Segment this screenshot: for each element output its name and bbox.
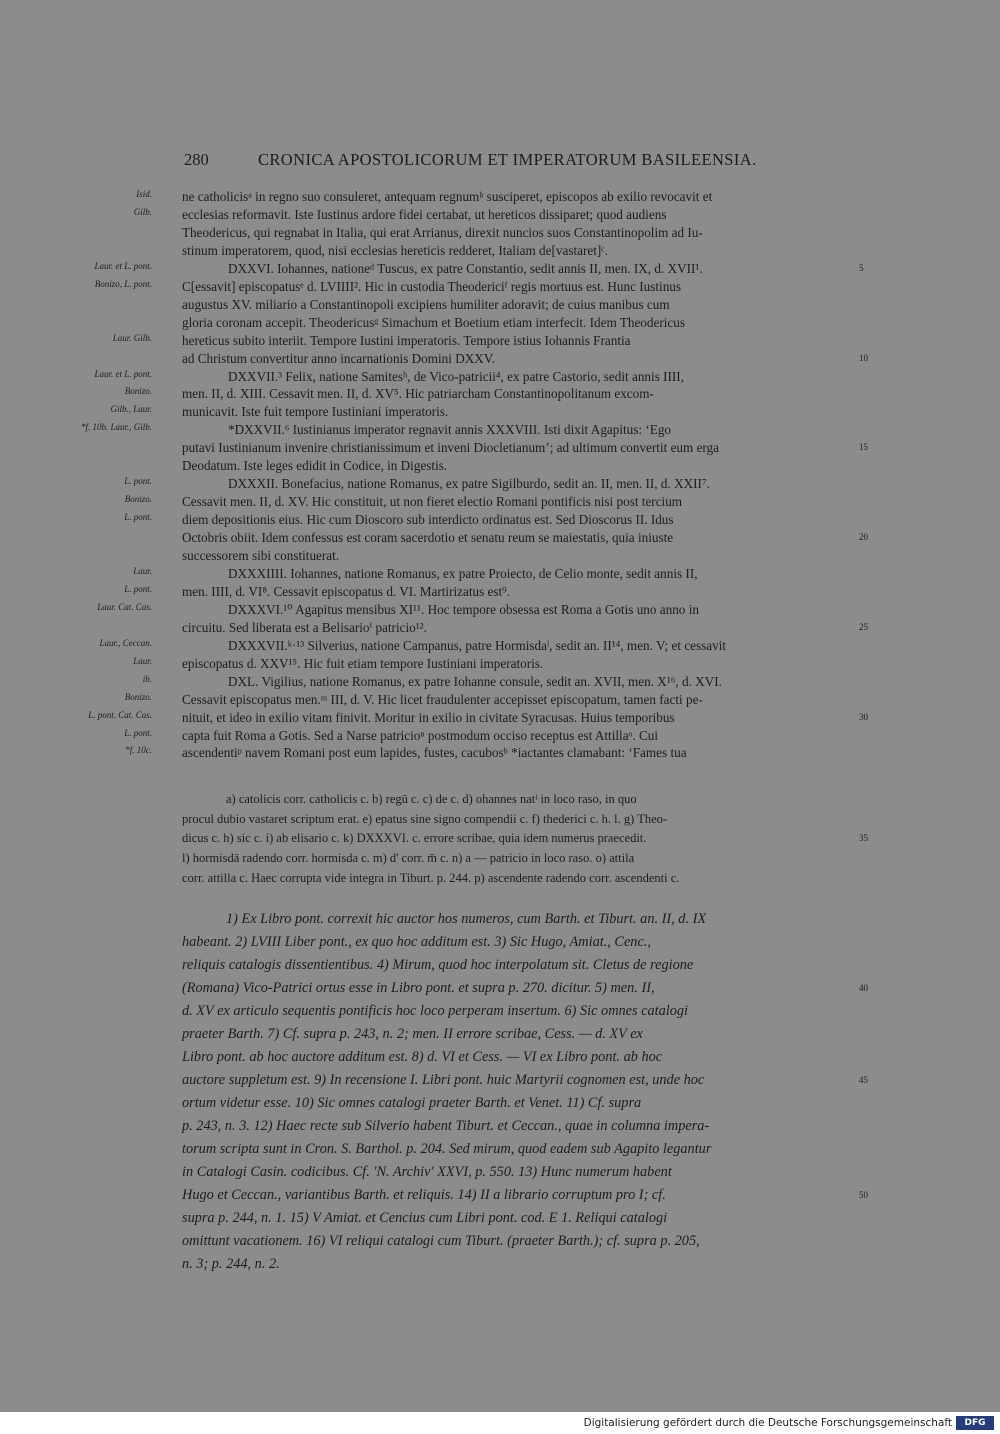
line-text: Deodatum. Iste leges edidit in Codice, in Digestis. — [182, 458, 448, 474]
footnote-line — [0, 1045, 1000, 1069]
line-text: successorem sibi constituerat. — [182, 548, 340, 563]
margin-source-note: Laur., Ceccan. — [99, 637, 152, 648]
text-line — [0, 296, 1000, 313]
line-text: DXXXII. Bonefacius, natione Romanus, ex patre Sigilburdo, sedit an. II, men. II, d. XXII⁷. — [228, 476, 710, 492]
margin-source-note: L. pont. — [124, 583, 152, 594]
text-line — [0, 475, 1000, 492]
line-text: supra p. 244, n. 1. 15) V Amiat. et Cencius cum Libri pont. cod. E 1. Reliqui catalogi — [182, 1210, 668, 1226]
line-text: gloria coronam accepit. Theodericusᵍ Simachum et Boetium etiam interfecit. Idem Theodericus — [182, 314, 685, 330]
margin-source-note: *f. 10c. — [125, 745, 152, 756]
line-text: n. 3; p. 244, n. 2. — [182, 1256, 280, 1272]
text-line — [0, 529, 1000, 546]
line-text: DXXVI. Iohannes, nationeᵈ Tuscus, ex patre Constantio, sedit annis II, men. IX, d. XVII¹. — [228, 260, 703, 276]
text-line — [0, 565, 1000, 582]
footnote-line — [0, 907, 1000, 931]
text-line — [0, 673, 1000, 690]
line-text: habeant. 2) LVIII Liber pont., ex quo hoc additum est. 3) Sic Hugo, Amiat., Cenc., — [182, 934, 651, 950]
footnote-line — [0, 1114, 1000, 1138]
line-text: dicus c. h) sic c. i) ab elisario c. k) DXXXVI. c. errore scribae, quia idem numerus praecedit. — [182, 831, 647, 846]
line-number: 45 — [859, 1075, 868, 1085]
text-line — [0, 655, 1000, 672]
text-line — [0, 278, 1000, 295]
footnote-line — [0, 1229, 1000, 1253]
line-text: Hugo et Ceccan., variantibus Barth. et reliquis. 14) II a librario corruptum pro I; cf. — [182, 1187, 666, 1203]
line-text: omittunt vacationem. 16) VI reliqui catalogi cum Tiburt. (praeter Barth.); cf. supra p. 205, — [182, 1233, 700, 1249]
line-text: ascendentiᵖ navem Romani post eum lapides, fustes, cacubosʰ *iactantes clamabant: ‘Fames tua — [182, 745, 687, 761]
line-text: Cessavit men. II, d. XV. Hic constituit, ut non fieret electio Romani pontificis nisi post tercium — [182, 494, 683, 510]
line-number: 40 — [859, 983, 868, 993]
text-line — [0, 547, 1000, 564]
text-line — [0, 332, 1000, 349]
footer-bar — [0, 1412, 1000, 1434]
text-line — [0, 583, 1000, 600]
text-line — [0, 314, 1000, 331]
margin-source-note: Laur. et L. pont. — [94, 368, 152, 379]
line-text: torum scripta sunt in Cron. S. Barthol. p. 204. Sed mirum, quod eadem sub Agapito legantur — [182, 1141, 712, 1157]
text-line — [0, 691, 1000, 708]
line-number: 20 — [859, 532, 868, 543]
apparatus-line — [0, 850, 1000, 867]
line-text: putavi Iustinianum invenire christianissimum et inveni Diocletianum’; ad ultimum convertit eum erga — [182, 440, 720, 456]
line-text: DXL. Vigilius, natione Romanus, ex patre Iohanne consule, sedit an. XVII, men. X¹⁶, d. XVI. — [228, 673, 722, 689]
line-text: corr. attilla c. Haec corrupta vide integra in Tiburt. p. 244. p) ascendente radendo corr. ascendenti c. — [182, 870, 680, 885]
text-line — [0, 619, 1000, 636]
line-text: praeter Barth. 7) Cf. supra p. 243, n. 2; men. II errore scribae, Cess. — d. XV ex — [182, 1026, 643, 1042]
margin-source-note: Bonizo. — [124, 386, 152, 397]
text-line — [0, 260, 1000, 277]
footnote-line — [0, 1206, 1000, 1230]
line-text: Libro pont. ab hoc auctore additum est. 8) d. VI et Cess. — VI ex Libro pont. ab hoc — [182, 1049, 663, 1065]
text-line — [0, 206, 1000, 223]
line-text: capta fuit Roma a Gotis. Sed a Narse patricioⁿ postmodum occiso receptus est Attillaᵒ. Cui — [182, 727, 659, 743]
line-number: 15 — [859, 442, 868, 453]
line-text: Theodericus, qui regnabat in Italia, qui erat Arrianus, direxit nuncios suos Constantinopolim ad Iu- — [182, 224, 703, 240]
line-text: DXXXIIII. Iohannes, natione Romanus, ex patre Proiecto, de Celio monte, sedit annis II, — [228, 565, 698, 581]
margin-source-note: L. pont. — [124, 476, 152, 487]
line-text: nituit, et ideo in exilio vitam finivit. Moritur in exilio in civitate Syracusas. Huius temporibus — [182, 709, 675, 725]
text-line — [0, 709, 1000, 726]
margin-source-note: Laur. — [133, 565, 152, 576]
text-line — [0, 601, 1000, 618]
line-text: in Catalogi Casin. codicibus. Cf. 'N. Archiv' XXVI, p. 550. 13) Hunc numerum habent — [182, 1164, 672, 1180]
margin-source-note: Laur. Gilb. — [112, 332, 152, 343]
line-text: municavit. Iste fuit tempore Iustiniani imperatoris. — [182, 404, 449, 420]
footnote-line — [0, 1137, 1000, 1161]
footnote-line — [0, 1091, 1000, 1115]
line-number: 10 — [859, 352, 868, 363]
line-text: circuitu. Sed liberata est a Belisarioⁱ patricio¹². — [182, 619, 427, 635]
dfg-logo: DFG — [956, 1416, 994, 1430]
text-line — [0, 368, 1000, 385]
text-line — [0, 493, 1000, 510]
line-text: d. XV ex articulo sequentis pontificis hoc loco perperam insertum. 6) Sic omnes catalogi — [182, 1003, 689, 1019]
text-line — [0, 744, 1000, 761]
apparatus-line — [0, 791, 1000, 808]
margin-source-note: Isid. — [136, 189, 152, 199]
line-text: episcopatus d. XXV¹⁵. Hic fuit etiam tempore Iustiniani imperatoris. — [182, 655, 544, 671]
line-text: *DXXVII.⁶ Iustinianus imperator regnavit annis XXXVIII. Isti dixit Agapitus: ‘Ego — [228, 422, 672, 438]
line-text: ecclesias reformavit. Iste Iustinus ardore fidei certabat, ut hereticos dissiparet; quod audiens — [182, 206, 667, 222]
line-number: 35 — [859, 833, 868, 844]
line-text: Cessavit episcopatus men.ᵐ III, d. V. Hic licet fraudulenter accepisset episcopatum, tamen facti pe- — [182, 691, 703, 707]
line-text: C[essavit] episcopatusᵉ d. LVIIII². Hic in custodia Theodericiᶠ regis mortuus est. Hunc Iustinus — [182, 278, 682, 294]
line-text: Octobris obiit. Idem confessus est coram sacerdotio et senatu reum se maiestatis, quia iniuste — [182, 530, 674, 546]
line-text: procul dubio vastaret scriptum erat. e) epatus sine signo compendii c. f) thederici c. h. l. g) Theo- — [182, 811, 668, 826]
line-text: augustus XV. miliario a Constantinopoli excipiens humiliter adoravit; de cuius manibus cum — [182, 296, 670, 312]
running-title: CRONICA APOSTOLICORUM ET IMPERATORUM BASILEENSIA. — [258, 150, 757, 169]
line-text: a) catolicis corr. catholicis c. b) regū c. c) de c. d) ohannes natˡ in loco raso, in quo — [226, 792, 637, 806]
text-line — [0, 637, 1000, 654]
line-text: reliquis catalogis dissentientibus. 4) Mirum, quod hoc interpolatum sit. Cletus de regione — [182, 957, 694, 973]
margin-source-note: Gilb. — [133, 206, 152, 217]
margin-source-note: ib. — [142, 673, 152, 684]
margin-source-note: Bonizo. — [124, 494, 152, 505]
page-number: 280 — [184, 150, 209, 169]
line-text: (Romana) Vico-Patrici ortus esse in Libro pont. et supra p. 270. dicitur. 5) men. II, — [182, 980, 655, 996]
text-line — [0, 421, 1000, 438]
footnote-line — [0, 976, 1000, 1000]
line-text: ne catholicisᵃ in regno suo consuleret, antequam regnumᵇ susciperet, episcopos ab exilio revocavit et — [182, 189, 713, 204]
line-text: DXXVII.³ Felix, natione Samitesʰ, de Vico-patricii⁴, ex patre Castorio, sedit annis IIII, — [228, 368, 684, 384]
footnote-line — [0, 1068, 1000, 1092]
line-text: ortum videtur esse. 10) Sic omnes catalogi praeter Barth. et Venet. 11) Cf. supra — [182, 1095, 642, 1111]
text-line — [0, 242, 1000, 259]
margin-source-note: Bonizo. — [124, 691, 152, 702]
line-text: l) hormisdā radendo corr. hormisda c. m) d' corr. m̄ c. n) a — patricio in loco raso. o) attila — [182, 851, 635, 866]
line-text: men. IIII, d. VI⁸. Cessavit episcopatus d. VI. Martirizatus est⁹. — [182, 583, 511, 599]
text-line — [0, 188, 1000, 205]
apparatus-line — [0, 811, 1000, 828]
margin-source-note: Laur. et L. pont. — [94, 260, 152, 271]
apparatus-line — [0, 830, 1000, 847]
text-line — [0, 403, 1000, 420]
line-text: DXXXVII.ᵏ·¹³ Silverius, natione Campanus, patre Hormisdaˡ, sedit an. II¹⁴, men. V; et cessavit — [228, 637, 727, 653]
line-text: DXXXVI.¹⁰ Agapitus mensibus XI¹¹. Hoc tempore obsessa est Roma a Gotis uno anno in — [228, 601, 699, 617]
line-text: diem depositionis eius. Hic cum Dioscoro sub interdicto ordinatus est. Sed Dioscorus II. Idus — [182, 512, 674, 528]
footnote-line — [0, 1183, 1000, 1207]
footnote-line — [0, 1252, 1000, 1276]
text-line — [0, 511, 1000, 528]
text-line — [0, 457, 1000, 474]
line-number: 30 — [859, 711, 868, 722]
margin-source-note: L. pont. — [124, 512, 152, 523]
line-text: stinum imperatorem, quod, nisi ecclesias hereticis redderet, Italiam de[vastaret]ᶜ. — [182, 242, 608, 258]
text-line — [0, 385, 1000, 402]
text-line — [0, 224, 1000, 241]
margin-source-note: Bonizo, L. pont. — [94, 278, 152, 289]
line-text: hereticus subito interiit. Tempore Iustini imperatoris. Tempore istius Iohannis Frantia — [182, 332, 631, 348]
line-text: ad Christum convertitur anno incarnationis Domini DXXV. — [182, 350, 495, 366]
margin-source-note: Laur. — [133, 655, 152, 666]
line-text: auctore suppletum est. 9) In recensione I. Libri pont. huic Martyrii cognomen est, unde hoc — [182, 1072, 705, 1088]
margin-source-note: L. pont. Cat. Cas. — [88, 709, 152, 720]
line-text: p. 243, n. 3. 12) Haec recte sub Silverio habent Tiburt. et Ceccan., quae in columna impera- — [182, 1118, 710, 1134]
footnote-line — [0, 1022, 1000, 1046]
footnote-line — [0, 999, 1000, 1023]
margin-source-note: Gilb., Laur. — [110, 404, 152, 415]
margin-source-note: *f. 10b. Laur., Gilb. — [80, 422, 152, 433]
text-line — [0, 727, 1000, 744]
apparatus-line — [0, 870, 1000, 887]
margin-source-note: L. pont. — [124, 727, 152, 738]
footnote-line — [0, 1160, 1000, 1184]
footnote-line — [0, 930, 1000, 954]
line-number: 25 — [859, 621, 868, 632]
margin-source-note: Laur. Cat. Cas. — [97, 601, 152, 612]
line-number: 5 — [859, 262, 864, 273]
line-text: 1) Ex Libro pont. correxit hic auctor hos numeros, cum Barth. et Tiburt. an. II, d. IX — [226, 911, 707, 927]
text-line — [0, 439, 1000, 456]
footnote-line — [0, 953, 1000, 977]
line-number: 50 — [859, 1190, 868, 1200]
line-text: men. II, d. XIII. Cessavit men. II, d. XV⁵. Hic patriarcham Constantinopolitanum excom- — [182, 386, 654, 402]
text-line — [0, 350, 1000, 367]
funding-credit: Digitalisierung gefördert durch die Deutsche Forschungsgemeinschaft — [583, 1417, 952, 1429]
